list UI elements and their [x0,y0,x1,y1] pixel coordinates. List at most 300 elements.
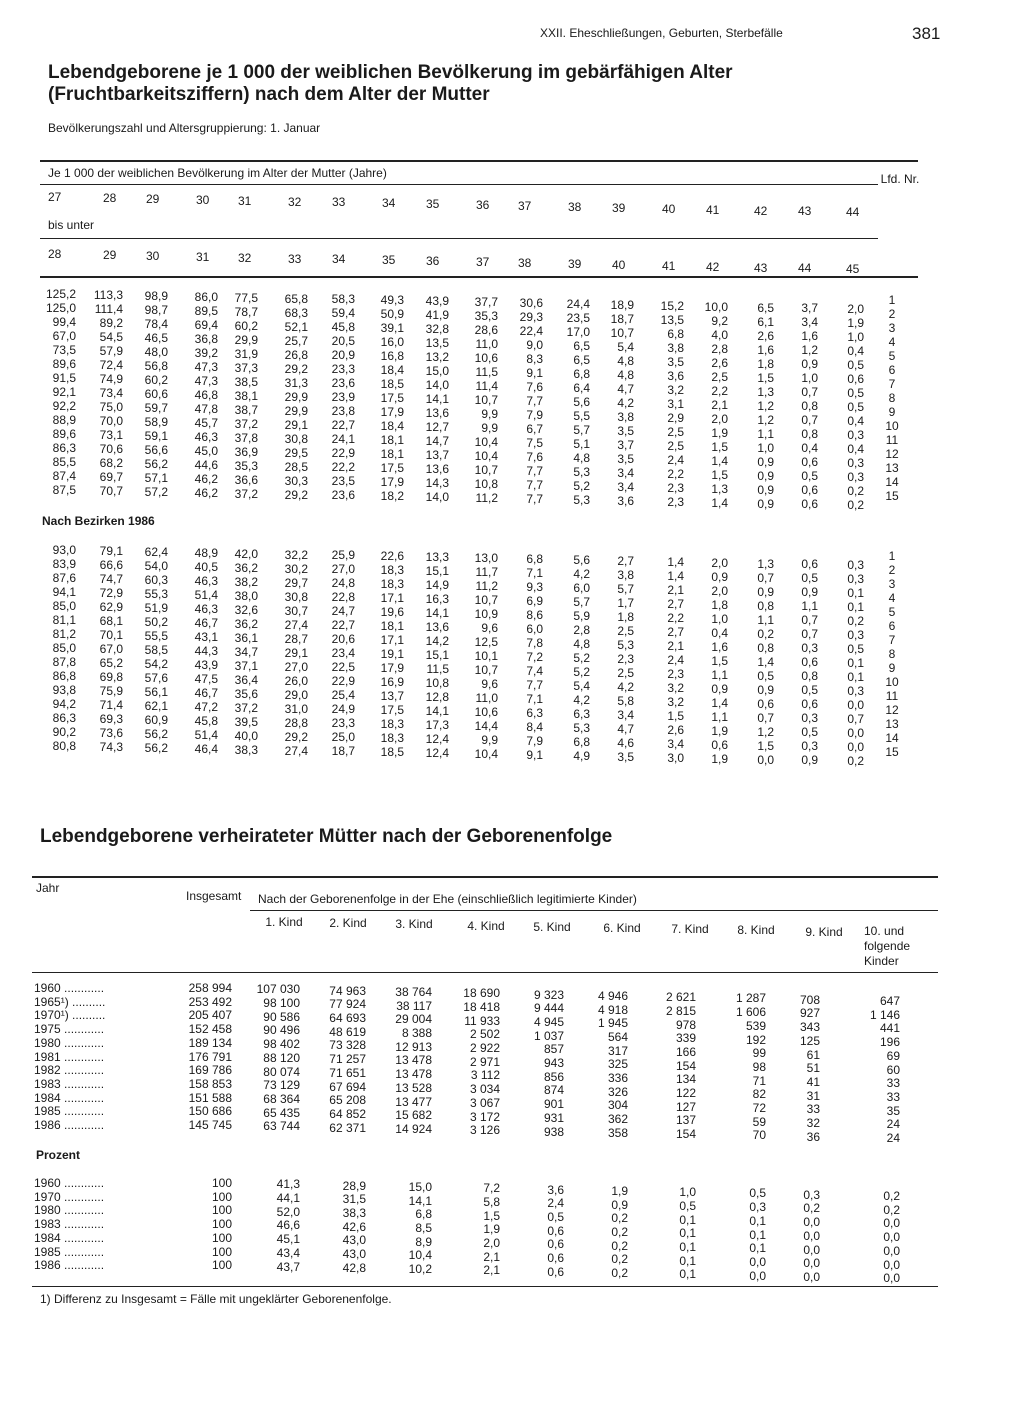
table-cell: 70 [752,1128,766,1143]
table-cell: 37,2 [234,416,258,431]
table-cell: 2 971 [469,1054,500,1069]
table-cell: 6,8 [415,1207,432,1222]
table-cell: 6,5 [757,300,774,315]
kind-column-header: 9. Kind [805,924,843,939]
table-cell: 0,3 [847,558,864,573]
table-cell: 38 117 [396,998,432,1013]
table-cell: 5,8 [483,1194,500,1209]
lfd-nr-cell: 7 [888,633,896,647]
table-cell: 56,2 [144,456,168,471]
age-to-header: 31 [196,249,210,264]
table-cell: 5,6 [573,394,590,409]
table-cell: 1,0 [801,371,818,386]
table-cell: 22,9 [331,674,355,689]
kind-column-header: 4. Kind [467,918,505,933]
table-cell: 46,7 [194,685,218,700]
table-cell: 0,2 [883,1189,900,1203]
table-cell: 4,6 [617,735,634,750]
table-cell: 10,8 [474,477,498,492]
table-cell: 60,2 [144,372,168,387]
table-cell: 39,2 [194,345,218,360]
table-cell: 13,3 [425,550,449,565]
table-cell: 0,2 [847,484,864,499]
table-cell: 38 764 [395,984,432,999]
table-cell: 23,3 [331,716,355,731]
age-to-header: 38 [518,256,532,270]
table-cell: 13,7 [425,448,449,463]
table-cell: 3,6 [667,368,684,383]
table-cell: 2,7 [667,624,684,639]
table-cell: 23,4 [331,646,355,661]
table-cell: 29,2 [284,361,308,376]
age-from-header: 40 [662,201,676,216]
table-cell: 2,9 [667,410,684,425]
table-cell: 0,6 [711,737,728,752]
table-cell: 7,2 [483,1181,500,1196]
table-cell: 14,3 [425,476,449,491]
lfd-nr-cell: 10 [885,419,899,433]
table-cell: 1,1 [711,709,728,724]
table-cell: 24 [886,1117,900,1132]
table-cell: 2,2 [667,610,684,625]
table-cell: 11,5 [475,365,498,380]
table-cell: 70,1 [99,627,123,642]
table-cell: 150 686 [188,1104,232,1119]
table-cell: 564 [607,1029,628,1044]
table-cell: 48,0 [144,344,168,359]
table-cell: 37,8 [234,430,258,445]
table-cell: 152 458 [188,1022,232,1037]
table-cell: 75,9 [99,683,123,698]
table-cell: 37,2 [234,486,258,501]
table-cell: 8,6 [526,608,543,622]
table-cell: 33 [886,1076,900,1091]
table-cell: 57,1 [144,470,168,485]
table-cell: 336 [607,1071,628,1085]
table-cell: 0,0 [803,1228,820,1243]
table-cell: 9,1 [526,748,543,762]
section-label-prozent: Prozent [36,1148,81,1162]
lfd-nr-cell: 12 [885,703,899,717]
table-cell: 89,5 [194,303,218,318]
table-cell: 3 126 [469,1123,500,1138]
table-cell: 10,6 [474,705,498,720]
table-cell: 43,0 [342,1247,366,1262]
table-cell: 40,0 [234,728,258,743]
table-cell: 134 [675,1072,696,1087]
table-cell: 1,1 [711,667,728,682]
table-cell: 23,5 [331,474,355,489]
table-cell: 3,4 [617,479,634,494]
table-cell: 46,3 [194,573,218,588]
table-cell: 874 [543,1083,564,1098]
table-cell: 43,9 [194,657,218,672]
table-cell: 32,6 [234,602,258,617]
table-cell: 33 [806,1102,820,1117]
table-cell: 7,7 [526,464,543,478]
table-cell: 20,6 [331,632,355,647]
table-cell: 46,3 [194,601,218,616]
table-cell: 0,0 [847,726,864,741]
age-from-header: 37 [518,199,532,213]
table-cell: 1,9 [711,723,728,738]
table-cell: 43,9 [425,294,449,309]
table-cell: 14 924 [395,1121,432,1136]
table-cell: 9 444 [533,1001,564,1016]
table-cell: 13 477 [395,1094,432,1109]
table-cell: 27,4 [284,743,308,758]
lfd-nr-cell: 8 [888,391,896,405]
table-cell: 10,4 [474,435,498,450]
table-cell: 0,3 [847,470,864,485]
age-to-header: 35 [382,253,396,268]
table-cell: 1,2 [757,412,774,427]
age-to-header: 29 [103,247,117,262]
table-cell: 0,0 [749,1268,766,1283]
table-cell: 1,8 [617,609,634,624]
table-cell: 0,8 [757,598,774,613]
table-cell: 30,3 [284,473,308,488]
kind-column-header: 6. Kind [603,921,641,935]
table-cell: 68 364 [263,1091,300,1106]
table-cell: 67,0 [52,329,76,343]
table-cell: 19,1 [380,647,404,662]
kind-column-header: 8. Kind [737,923,775,938]
table-cell: 11,2 [475,491,498,506]
table-cell: 0,2 [847,498,864,513]
table-cell: 0,5 [801,683,818,698]
table-cell: 17,5 [380,391,404,406]
table-cell: 45,0 [194,443,218,458]
table-cell: 0,6 [801,483,818,498]
table-cell: 0,8 [801,399,818,414]
table-cell: 73,4 [99,385,123,400]
table-cell: 145 745 [188,1118,232,1132]
table-cell: 56,1 [144,684,168,699]
table1-rule-2 [40,184,878,185]
table-cell: 0,5 [749,1186,766,1201]
table-cell: 31,5 [342,1192,366,1207]
table-cell: 74,3 [99,739,123,754]
table-cell: 6,3 [526,706,543,720]
table-cell: 10,4 [408,1248,432,1263]
table-cell: 54,2 [144,656,168,671]
table-cell: 28,6 [474,323,498,338]
table-cell: 0,3 [847,572,864,587]
lfd-nr-cell: 4 [888,335,896,349]
table-cell: 1,1 [757,612,774,627]
table-cell: 18,3 [380,731,404,746]
table-cell: 5,2 [573,650,590,665]
table-cell: 63 744 [263,1119,300,1134]
table-cell: 0,6 [547,1223,564,1238]
table-cell: 18,1 [380,447,404,462]
table-cell: 0,5 [847,386,864,401]
table-cell: 3,4 [667,736,684,751]
table-cell: 0,3 [803,1187,820,1202]
table-cell: 17,0 [566,324,590,339]
table-cell: 17,5 [380,461,404,476]
table-cell: 0,1 [679,1253,696,1268]
table-cell: 0,5 [847,400,864,415]
table-cell: 0,7 [847,712,864,727]
table-cell: 38,1 [234,388,258,403]
table-cell: 46,3 [194,429,218,444]
table-cell: 0,6 [547,1264,564,1279]
table-cell: 1,3 [757,384,774,399]
table-cell: 17,1 [380,633,404,648]
table-cell: 258 994 [188,981,232,995]
table-cell: 6,8 [573,734,590,749]
table-cell: 4,8 [573,636,590,651]
table-cell: 18,4 [380,419,404,434]
table-cell: 17,3 [425,718,449,733]
table-cell: 107 030 [256,982,300,997]
table2-group-rule [250,910,938,911]
table-cell: 0,1 [679,1226,696,1241]
table-cell: 2,8 [711,341,728,356]
table-cell: 85,0 [52,641,76,655]
table-cell: 52,1 [284,319,308,334]
table-cell: 59,7 [144,400,168,415]
table-cell: 60,9 [144,712,168,727]
table-cell: 1,4 [711,495,728,510]
table-cell: 51,9 [144,600,168,615]
table-cell: 60,2 [234,318,258,333]
table-cell: 90,2 [52,725,76,739]
table-cell: 77,5 [234,290,258,305]
table-cell: 99 [752,1046,766,1061]
table-cell: 539 [745,1018,766,1033]
table-cell: 0,2 [847,754,864,769]
table-cell: 3 034 [469,1082,500,1097]
table-cell: 22,6 [380,549,404,564]
table-cell: 2,7 [617,553,634,568]
table-cell: 2,5 [617,665,634,680]
table-cell: 1,5 [711,439,728,454]
table-cell: 122 [675,1086,696,1100]
table-cell: 94,2 [52,697,76,711]
table-cell: 2,1 [483,1263,500,1278]
table-cell: 31,0 [284,701,308,716]
table-cell: 2,1 [483,1249,500,1264]
table-cell: 98 100 [263,996,300,1010]
table-cell: 0,6 [801,497,818,512]
table-cell: 2,1 [667,638,684,653]
table-cell: 1,6 [801,329,818,344]
col-header-group: Nach der Geborenenfolge in der Ehe (einschließlich legitimierte Kinder) [258,892,637,906]
table-cell: 978 [675,1017,696,1032]
table-cell: 0,0 [847,740,864,755]
table-cell: 69,8 [99,669,123,684]
table-cell: 856 [543,1069,564,1084]
table-cell: 0,0 [803,1215,820,1230]
table-cell: 71,4 [99,697,123,712]
table-cell: 1,5 [757,370,774,385]
table-cell: 125 [799,1033,820,1048]
table-cell: 0,2 [847,614,864,629]
age-to-header: 43 [754,260,768,275]
table-cell: 3,1 [667,396,684,411]
table-cell: 14,4 [474,719,498,734]
table-cell: 5,7 [573,422,590,437]
table-cell: 100 [211,1244,232,1259]
table1-group-label: Je 1 000 der weiblichen Bevölkerung im Alter der Mutter (Jahre) [48,166,387,180]
table-cell: 10,7 [474,593,498,608]
table-cell: 54,0 [144,558,168,573]
age-from-header: 34 [382,196,396,211]
table-cell: 1,4 [757,654,774,669]
table-cell: 22,7 [331,418,355,433]
table-cell: 100 [211,1230,232,1245]
table1-header-bottom-rule [40,276,918,278]
table-cell: 5,3 [573,720,590,735]
table-cell: 28,9 [342,1178,366,1193]
table-cell: 37,3 [234,360,258,375]
table-cell: 99,4 [52,315,76,329]
table-cell: 1,5 [483,1208,500,1223]
table-cell: 87,4 [52,469,76,483]
table-cell: 10,7 [474,663,498,678]
table-cell: 4,9 [573,748,590,763]
table-cell: 64 852 [329,1106,366,1121]
table-cell: 13 478 [395,1053,432,1068]
table-cell: 7,6 [526,380,543,394]
table-cell: 10,0 [704,299,728,314]
table-cell: 88 120 [263,1050,300,1065]
table-cell: 7,7 [526,678,543,692]
table-cell: 2,1 [667,582,684,597]
table-cell: 113,3 [93,287,123,302]
table-cell: 0,0 [803,1242,820,1257]
table-cell: 23,5 [566,310,590,325]
table-cell: 6,9 [526,594,543,608]
table-cell: 88,9 [52,413,76,427]
table-cell: 36,4 [234,672,258,687]
table-cell: 23,8 [331,404,355,419]
table-cell: 12,5 [474,635,498,650]
table-cell: 29,7 [284,575,308,590]
table-cell: 38,5 [234,374,258,389]
table-cell: 0,7 [757,710,774,725]
table-cell: 5,4 [617,339,634,354]
table-cell: 0,3 [801,739,818,754]
lfd-nr-cell: 14 [885,731,899,745]
table-cell: 43,7 [276,1259,300,1274]
table-cell: 32,8 [425,322,449,337]
year-label: 1986 ............ [34,1118,105,1132]
table-cell: 36,1 [234,630,258,645]
table-cell: 1,9 [847,316,864,331]
table-cell: 4,8 [617,367,634,382]
table-cell: 59 [752,1114,766,1129]
table-cell: 1 037 [533,1028,564,1043]
table-cell: 65,8 [284,291,308,306]
table-cell: 441 [879,1021,900,1036]
table-cell: 8 388 [401,1026,432,1040]
table-cell: 31,3 [284,375,308,390]
table-cell: 0,3 [801,641,818,656]
table-cell: 55,5 [144,628,168,643]
col-header-insgesamt: Insgesamt [186,889,242,903]
table-cell: 38,2 [234,574,258,589]
table-cell: 7,7 [526,478,543,492]
table-cell: 13,5 [660,312,684,327]
table-cell: 29,9 [284,389,308,404]
table-cell: 901 [543,1097,564,1112]
table-cell: 78,7 [234,304,258,319]
table-cell: 28,7 [284,631,308,646]
lfd-nr-cell: 4 [888,591,896,605]
table-cell: 6,8 [526,552,543,566]
table-cell: 0,6 [547,1251,564,1265]
table-cell: 18,9 [610,297,634,312]
table2-top-rule [32,876,938,878]
table-cell: 35 [886,1103,900,1118]
table-cell: 0,0 [883,1271,900,1286]
table-cell: 37,1 [234,658,258,673]
table-cell: 74,7 [99,571,123,586]
table2-header-bottom-rule [32,972,938,973]
table-cell: 47,5 [194,671,218,686]
table-cell: 57,9 [99,343,123,358]
table-cell: 4 946 [597,988,628,1003]
table-cell: 343 [799,1020,820,1035]
table-cell: 0,2 [803,1201,820,1216]
table-cell: 3,2 [667,694,684,709]
table-cell: 17,5 [380,703,404,718]
table-cell: 3,8 [667,340,684,355]
table-cell: 70,6 [99,441,123,456]
age-from-header: 32 [288,194,302,209]
table-cell: 1,0 [711,611,728,626]
kind-column-header: 7. Kind [671,922,709,937]
table-cell: 3,5 [617,423,634,438]
table-cell: 39,1 [380,321,404,336]
table-cell: 0,6 [847,372,864,387]
table-cell: 12,8 [425,690,449,705]
lfd-nr-cell: 3 [888,577,896,591]
table-cell: 0,2 [757,626,774,641]
table-cell: 7,1 [526,692,543,706]
table-cell: 5,3 [573,464,590,479]
table-cell: 0,0 [883,1216,900,1231]
table-cell: 0,3 [847,628,864,643]
table-cell: 708 [799,992,820,1007]
table-cell: 69,4 [194,317,218,332]
table-cell: 6,7 [526,422,543,436]
table-cell: 73 129 [263,1078,300,1093]
table-cell: 14,1 [425,606,449,621]
lfd-nr-cell: 13 [885,461,899,475]
table-cell: 0,5 [847,642,864,657]
table-cell: 0,7 [801,613,818,628]
table-cell: 0,5 [801,725,818,740]
table-cell: 23,3 [331,362,355,377]
table-cell: 22,8 [331,590,355,605]
table-cell: 0,5 [847,358,864,373]
table-cell: 100 [211,1176,232,1190]
table-cell: 4,7 [617,721,634,736]
lfd-nr-cell: 12 [885,447,899,461]
table-cell: 317 [607,1043,628,1058]
table-cell: 89,2 [99,315,123,330]
table-cell: 0,2 [611,1252,628,1267]
age-to-header: 45 [846,262,860,277]
table1-rule-3 [40,238,878,239]
table-cell: 47,2 [194,699,218,714]
table-cell: 25,0 [331,730,355,745]
